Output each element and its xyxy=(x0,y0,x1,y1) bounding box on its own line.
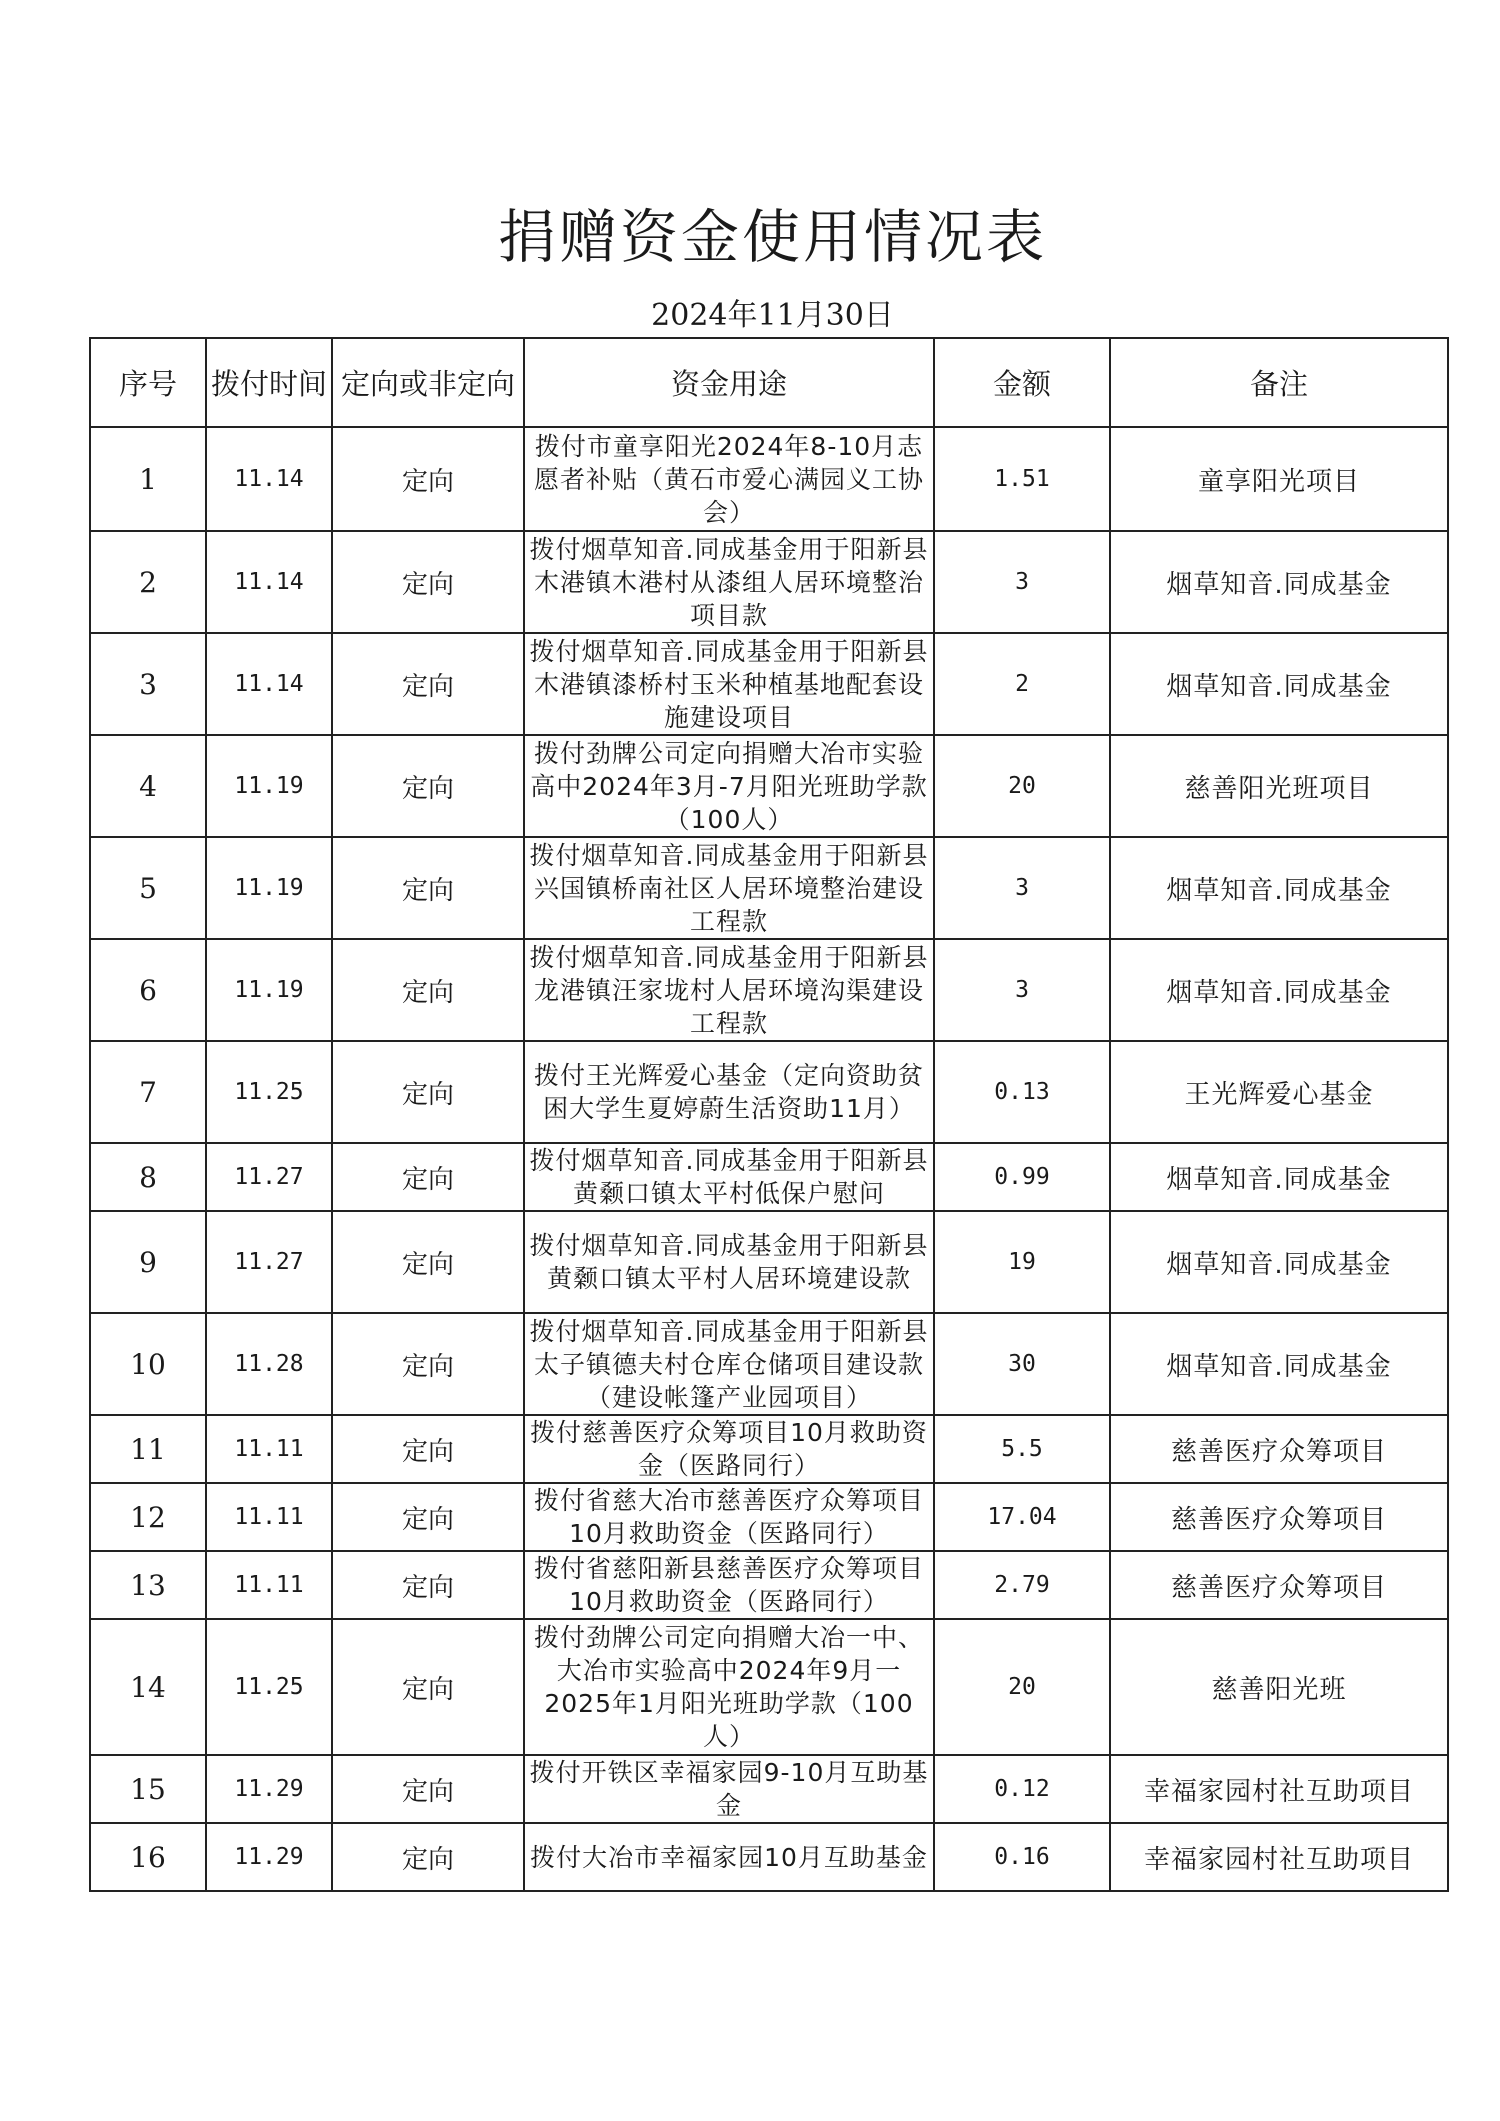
cell-note: 慈善阳光班 xyxy=(1110,1619,1448,1755)
cell-purpose: 拨付省慈阳新县慈善医疗众筹项目10月救助资金（医路同行） xyxy=(524,1551,934,1619)
table-row xyxy=(90,1755,1448,1823)
table-row xyxy=(90,1143,1448,1211)
cell-seq: 3 xyxy=(90,633,206,735)
cell-seq: 10 xyxy=(90,1313,206,1415)
cell-purpose: 拨付烟草知音.同成基金用于阳新县木港镇漆桥村玉米种植基地配套设施建设项目 xyxy=(524,633,934,735)
cell-type: 定向 xyxy=(332,1755,524,1823)
cell-type: 定向 xyxy=(332,1619,524,1755)
cell-type: 定向 xyxy=(332,939,524,1041)
header-time: 拨付时间 xyxy=(206,338,332,427)
table-row xyxy=(90,531,1448,633)
cell-amount: 20 xyxy=(934,735,1110,837)
cell-amount: 0.13 xyxy=(934,1041,1110,1143)
table-row xyxy=(90,1041,1448,1143)
cell-amount: 2 xyxy=(934,633,1110,735)
cell-purpose: 拨付劲牌公司定向捐赠大冶市实验高中2024年3月-7月阳光班助学款（100人） xyxy=(524,735,934,837)
table-row xyxy=(90,1551,1448,1619)
cell-note: 烟草知音.同成基金 xyxy=(1110,633,1448,735)
cell-time: 11.11 xyxy=(206,1551,332,1619)
header-type: 定向或非定向 xyxy=(332,338,524,427)
cell-note: 慈善阳光班项目 xyxy=(1110,735,1448,837)
table-header-row xyxy=(90,338,1448,427)
cell-purpose: 拨付大冶市幸福家园10月互助基金 xyxy=(524,1823,934,1891)
cell-purpose: 拨付慈善医疗众筹项目10月救助资金（医路同行） xyxy=(524,1415,934,1483)
cell-time: 11.14 xyxy=(206,633,332,735)
cell-time: 11.14 xyxy=(206,531,332,633)
cell-amount: 3 xyxy=(934,531,1110,633)
cell-type: 定向 xyxy=(332,1823,524,1891)
cell-time: 11.14 xyxy=(206,427,332,531)
cell-purpose: 拨付省慈大冶市慈善医疗众筹项目10月救助资金（医路同行） xyxy=(524,1483,934,1551)
cell-type: 定向 xyxy=(332,1313,524,1415)
cell-purpose: 拨付烟草知音.同成基金用于阳新县龙港镇汪家垅村人居环境沟渠建设工程款 xyxy=(524,939,934,1041)
report-date: 2024年11月30日 xyxy=(651,298,894,333)
cell-seq: 8 xyxy=(90,1143,206,1211)
cell-type: 定向 xyxy=(332,1483,524,1551)
cell-seq: 6 xyxy=(90,939,206,1041)
cell-seq: 1 xyxy=(90,427,206,531)
cell-amount: 3 xyxy=(934,939,1110,1041)
cell-purpose: 拨付烟草知音.同成基金用于阳新县黄颡口镇太平村人居环境建设款 xyxy=(524,1211,934,1313)
cell-amount: 17.04 xyxy=(934,1483,1110,1551)
cell-time: 11.19 xyxy=(206,837,332,939)
cell-note: 幸福家园村社互助项目 xyxy=(1110,1823,1448,1891)
cell-note: 慈善医疗众筹项目 xyxy=(1110,1415,1448,1483)
cell-amount: 5.5 xyxy=(934,1415,1110,1483)
cell-time: 11.27 xyxy=(206,1143,332,1211)
cell-purpose: 拨付烟草知音.同成基金用于阳新县黄颡口镇太平村低保户慰问 xyxy=(524,1143,934,1211)
cell-note: 慈善医疗众筹项目 xyxy=(1110,1551,1448,1619)
cell-seq: 9 xyxy=(90,1211,206,1313)
cell-amount: 20 xyxy=(934,1619,1110,1755)
cell-purpose: 拨付烟草知音.同成基金用于阳新县兴国镇桥南社区人居环境整治建设工程款 xyxy=(524,837,934,939)
table-row xyxy=(90,735,1448,837)
cell-note: 慈善医疗众筹项目 xyxy=(1110,1483,1448,1551)
cell-type: 定向 xyxy=(332,633,524,735)
cell-type: 定向 xyxy=(332,837,524,939)
page-title: 捐赠资金使用情况表 xyxy=(497,203,1047,271)
cell-time: 11.28 xyxy=(206,1313,332,1415)
cell-time: 11.29 xyxy=(206,1755,332,1823)
table-row xyxy=(90,1483,1448,1551)
header-seq: 序号 xyxy=(90,338,206,427)
donation-fund-table xyxy=(89,337,1449,1892)
cell-note: 烟草知音.同成基金 xyxy=(1110,1313,1448,1415)
cell-seq: 16 xyxy=(90,1823,206,1891)
cell-purpose: 拨付开铁区幸福家园9-10月互助基金 xyxy=(524,1755,934,1823)
cell-type: 定向 xyxy=(332,1551,524,1619)
cell-amount: 0.16 xyxy=(934,1823,1110,1891)
header-amount: 金额 xyxy=(934,338,1110,427)
cell-type: 定向 xyxy=(332,1041,524,1143)
table-row xyxy=(90,633,1448,735)
cell-time: 11.29 xyxy=(206,1823,332,1891)
cell-seq: 14 xyxy=(90,1619,206,1755)
cell-time: 11.19 xyxy=(206,939,332,1041)
cell-seq: 4 xyxy=(90,735,206,837)
cell-time: 11.19 xyxy=(206,735,332,837)
cell-time: 11.11 xyxy=(206,1415,332,1483)
cell-amount: 0.12 xyxy=(934,1755,1110,1823)
cell-seq: 11 xyxy=(90,1415,206,1483)
cell-type: 定向 xyxy=(332,531,524,633)
cell-time: 11.25 xyxy=(206,1619,332,1755)
cell-purpose: 拨付烟草知音.同成基金用于阳新县木港镇木港村从漆组人居环境整治项目款 xyxy=(524,531,934,633)
cell-seq: 5 xyxy=(90,837,206,939)
cell-time: 11.11 xyxy=(206,1483,332,1551)
cell-time: 11.27 xyxy=(206,1211,332,1313)
cell-note: 烟草知音.同成基金 xyxy=(1110,939,1448,1041)
cell-amount: 2.79 xyxy=(934,1551,1110,1619)
table-row xyxy=(90,427,1448,531)
cell-amount: 30 xyxy=(934,1313,1110,1415)
cell-type: 定向 xyxy=(332,735,524,837)
cell-type: 定向 xyxy=(332,1211,524,1313)
table-row xyxy=(90,1823,1448,1891)
cell-seq: 15 xyxy=(90,1755,206,1823)
cell-note: 烟草知音.同成基金 xyxy=(1110,1143,1448,1211)
cell-type: 定向 xyxy=(332,1415,524,1483)
cell-note: 烟草知音.同成基金 xyxy=(1110,837,1448,939)
cell-time: 11.25 xyxy=(206,1041,332,1143)
table-row xyxy=(90,1415,1448,1483)
table-row xyxy=(90,1211,1448,1313)
cell-seq: 7 xyxy=(90,1041,206,1143)
cell-type: 定向 xyxy=(332,427,524,531)
cell-note: 童享阳光项目 xyxy=(1110,427,1448,531)
cell-seq: 2 xyxy=(90,531,206,633)
cell-note: 烟草知音.同成基金 xyxy=(1110,531,1448,633)
cell-seq: 13 xyxy=(90,1551,206,1619)
cell-purpose: 拨付王光辉爱心基金（定向资助贫困大学生夏婷蔚生活资助11月） xyxy=(524,1041,934,1143)
cell-note: 烟草知音.同成基金 xyxy=(1110,1211,1448,1313)
cell-purpose: 拨付市童享阳光2024年8-10月志愿者补贴（黄石市爱心满园义工协会） xyxy=(524,427,934,531)
cell-amount: 3 xyxy=(934,837,1110,939)
cell-amount: 19 xyxy=(934,1211,1110,1313)
header-note: 备注 xyxy=(1110,338,1448,427)
cell-note: 王光辉爱心基金 xyxy=(1110,1041,1448,1143)
table-row xyxy=(90,837,1448,939)
cell-purpose: 拨付烟草知音.同成基金用于阳新县太子镇德夫村仓库仓储项目建设款（建设帐篷产业园项目） xyxy=(524,1313,934,1415)
cell-seq: 12 xyxy=(90,1483,206,1551)
cell-type: 定向 xyxy=(332,1143,524,1211)
table-row xyxy=(90,1313,1448,1415)
table-row xyxy=(90,939,1448,1041)
cell-amount: 0.99 xyxy=(934,1143,1110,1211)
table-row xyxy=(90,1619,1448,1755)
cell-purpose: 拨付劲牌公司定向捐赠大冶一中、大冶市实验高中2024年9月一2025年1月阳光班助学款（100人） xyxy=(524,1619,934,1755)
cell-amount: 1.51 xyxy=(934,427,1110,531)
header-purpose: 资金用途 xyxy=(524,338,934,427)
cell-note: 幸福家园村社互助项目 xyxy=(1110,1755,1448,1823)
